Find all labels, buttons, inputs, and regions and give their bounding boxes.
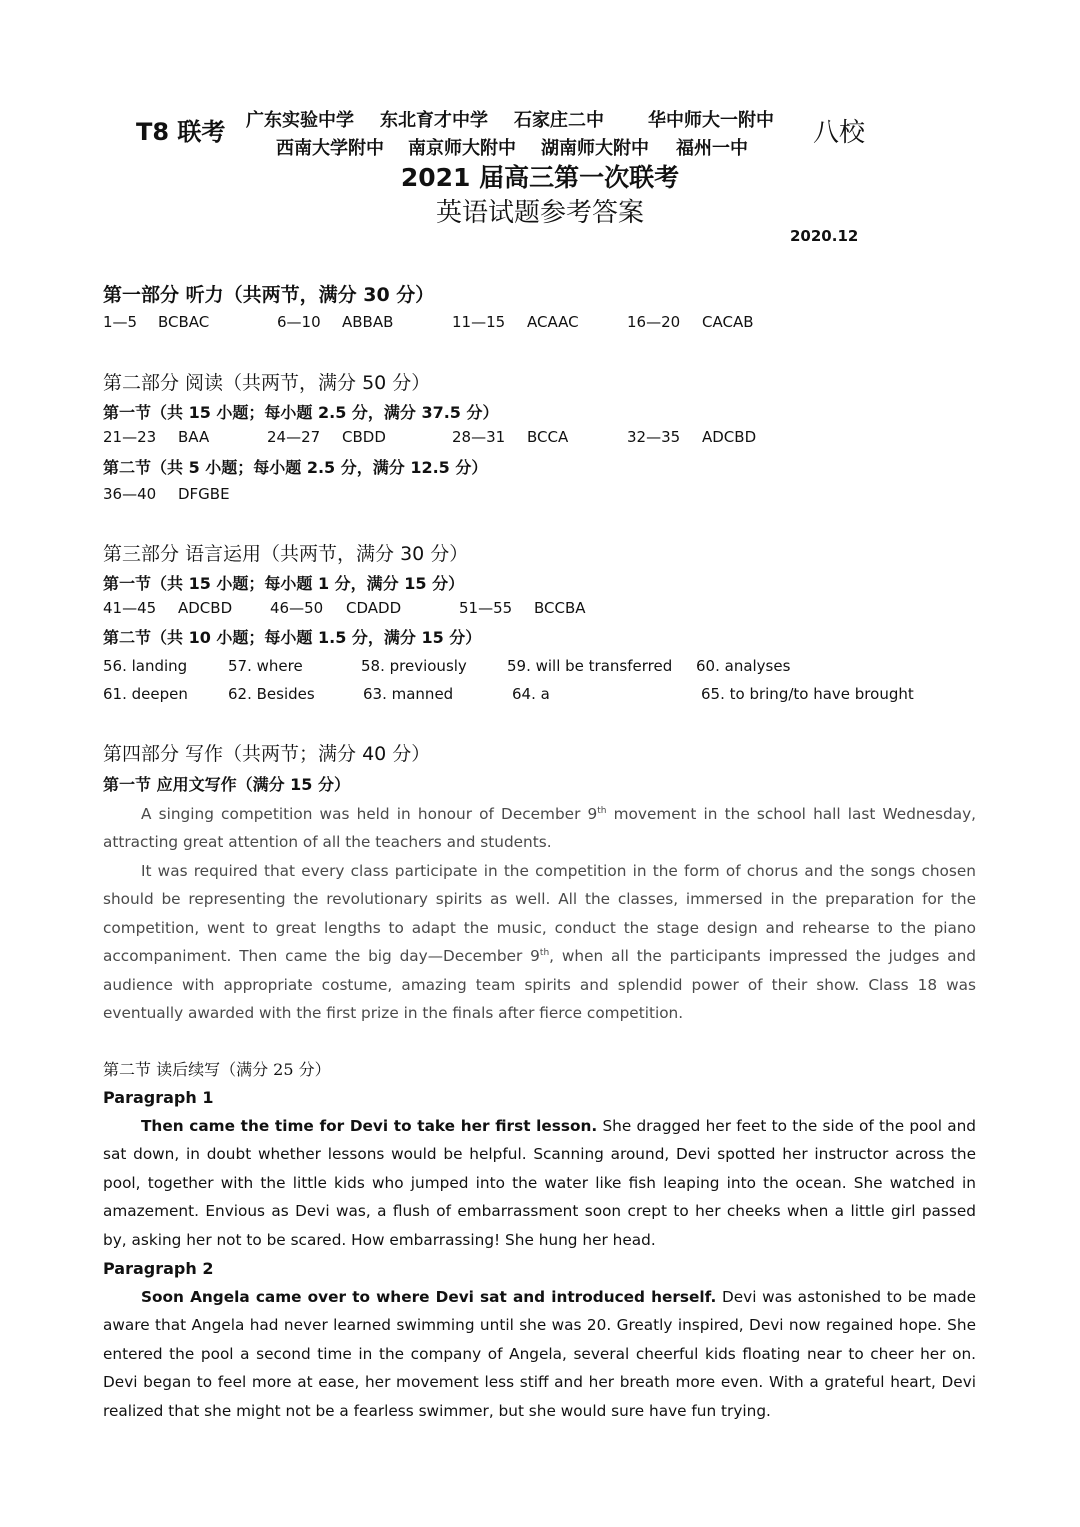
fill-in-answer: 59. will be transferred bbox=[507, 657, 673, 675]
answer-range: 6—10 bbox=[277, 313, 321, 331]
answer-range: 21—23 bbox=[103, 428, 157, 446]
answer-letters: ADCBD bbox=[178, 599, 233, 617]
answer-letters: BAA bbox=[178, 428, 210, 446]
part2-heading: 第二部分 阅读（共两节，满分 50 分） bbox=[103, 372, 431, 394]
answer-range: 24—27 bbox=[267, 428, 321, 446]
part1-answer-row bbox=[0, 313, 1080, 333]
answer-letters: ABBAB bbox=[342, 313, 394, 331]
essay-text: A singing competition was held in honour of December 9 bbox=[141, 805, 598, 823]
answer-letters: CBDD bbox=[342, 428, 386, 446]
ordinal-suffix: th bbox=[597, 805, 607, 816]
part4-heading: 第四部分 写作（共两节；满分 40 分） bbox=[103, 743, 431, 765]
exam-title: 2021 届高三第一次联考 bbox=[400, 163, 680, 192]
answer-range: 51—55 bbox=[459, 599, 513, 617]
fill-in-answer: 61. deepen bbox=[103, 685, 188, 703]
essay-text: It was required that every class participate in the competition in the form of chorus and the songs chosen should be representing the revolutionary spirits as well. All the classes, immersed in the preparation for the competition, went to great lengths to adapt the music, conduct the stage design and rehearse to the piano accompaniment. Then came the big day—December 9 bbox=[103, 862, 976, 966]
paragraph-lead-sentence: Then came the time for Devi to take her first lesson. bbox=[141, 1117, 598, 1135]
continuation-paragraph-2 bbox=[103, 1283, 976, 1425]
answer-range: 16—20 bbox=[627, 313, 681, 331]
essay-text: , when all the participants impressed the judges and audience with appropriate costume, amazing team spirits and splendid power of their show. Class 18 was eventually awarded with the first prize in the finals after fierce competition. bbox=[103, 947, 976, 1023]
essay-paragraph bbox=[103, 800, 976, 857]
paragraph-body: She dragged her feet to the side of the pool and sat down, in doubt whether lessons would be helpful. Scanning around, Devi spotted her instructor across the pool, together with the little kids who jumped into the water like fish leaping into the ocean. She watched in amazement. Envious as Devi was, a flush of embarrassment soon crept to her cheeks when a little girl passed by, asking her not to be scared. How embarrassing! She hung her head. bbox=[103, 1117, 976, 1249]
exam-subtitle: 英语试题参考答案 bbox=[435, 198, 644, 228]
part3-section2-heading: 第二节（共 10 小题；每小题 1.5 分，满分 15 分） bbox=[103, 628, 482, 647]
exam-date: 2020.12 bbox=[790, 227, 859, 245]
fill-in-answer: 58. previously bbox=[361, 657, 467, 675]
answer-letters: BCCBA bbox=[534, 599, 586, 617]
school-name: 西南大学附中 bbox=[276, 138, 384, 159]
fill-in-answer: 65. to bring/to have brought bbox=[701, 685, 914, 703]
fill-in-answer: 56. landing bbox=[103, 657, 188, 675]
part3-section1-heading: 第一节（共 15 小题；每小题 1 分，满分 15 分） bbox=[103, 574, 465, 593]
answer-range: 28—31 bbox=[452, 428, 506, 446]
school-name: 湖南师大附中 bbox=[541, 138, 649, 159]
fill-in-answer-row bbox=[0, 657, 1080, 677]
part2-section1-heading: 第一节（共 15 小题；每小题 2.5 分，满分 37.5 分） bbox=[103, 403, 499, 422]
ordinal-suffix: th bbox=[539, 948, 550, 959]
school-name: 石家庄二中 bbox=[514, 110, 604, 131]
essay-text: movement in the school hall last Wednesday, attracting great attention of all the teachers and students. bbox=[103, 805, 976, 852]
eight-schools-label: 八校 bbox=[813, 118, 866, 148]
part4-section2-heading: 第二节 读后续写（满分 25 分） bbox=[103, 1060, 331, 1079]
fill-in-answer: 63. manned bbox=[363, 685, 454, 703]
answer-letters: BCCA bbox=[527, 428, 569, 446]
school-name: 福州一中 bbox=[676, 138, 748, 159]
answer-range: 36—40 bbox=[103, 485, 157, 503]
paragraph-lead-sentence: Soon Angela came over to where Devi sat and introduced herself. bbox=[141, 1288, 717, 1306]
answer-range: 11—15 bbox=[452, 313, 506, 331]
answer-letters: CACAB bbox=[702, 313, 754, 331]
paragraph2-label: Paragraph 2 bbox=[103, 1259, 214, 1278]
part3-heading: 第三部分 语言运用（共两节，满分 30 分） bbox=[103, 543, 469, 565]
answer-letters: BCBAC bbox=[158, 313, 210, 331]
exam-alliance-label: T8 联考 bbox=[136, 118, 226, 146]
answer-range: 46—50 bbox=[270, 599, 324, 617]
fill-in-answer: 62. Besides bbox=[228, 685, 315, 703]
fill-in-answer: 60. analyses bbox=[696, 657, 791, 675]
answer-range: 32—35 bbox=[627, 428, 681, 446]
answer-letters: ACAAC bbox=[527, 313, 579, 331]
continuation-paragraph-1 bbox=[103, 1112, 976, 1254]
fill-in-answer: 57. where bbox=[228, 657, 303, 675]
answer-letters: ADCBD bbox=[702, 428, 757, 446]
part1-heading: 第一部分 听力（共两节，满分 30 分） bbox=[103, 284, 435, 306]
part2-section2-heading: 第二节（共 5 小题；每小题 2.5 分，满分 12.5 分） bbox=[103, 458, 488, 477]
school-name: 华中师大一附中 bbox=[648, 110, 774, 131]
answer-range: 41—45 bbox=[103, 599, 157, 617]
fill-in-answer: 64. a bbox=[512, 685, 550, 703]
school-name: 广东实验中学 bbox=[246, 110, 354, 131]
school-name: 南京师大附中 bbox=[408, 138, 516, 159]
part4-section1-heading: 第一节 应用文写作（满分 15 分） bbox=[103, 775, 350, 794]
paragraph1-label: Paragraph 1 bbox=[103, 1088, 214, 1107]
part2-answer-row bbox=[0, 428, 1080, 448]
part3-answer-row bbox=[0, 599, 1080, 619]
part2-answer-row bbox=[0, 485, 1080, 505]
school-name: 东北育才中学 bbox=[380, 110, 488, 131]
fill-in-answer-row bbox=[0, 685, 1080, 705]
answer-letters: DFGBE bbox=[178, 485, 230, 503]
answer-range: 1—5 bbox=[103, 313, 138, 331]
essay-paragraph bbox=[103, 857, 976, 1027]
answer-letters: CDADD bbox=[346, 599, 402, 617]
paragraph-body: Devi was astonished to be made aware that Angela had never learned swimming until she was 20. Greatly inspired, Devi now regained hope. She entered the pool a second time in the company of Angela, several cheerful kids floating near to cheer her on. Devi began to feel more at ease, her movement less stiff and her breath more even. With a grateful heart, Devi realized that she might not be a fearless swimmer, but she would sure have fun trying. bbox=[103, 1288, 976, 1420]
